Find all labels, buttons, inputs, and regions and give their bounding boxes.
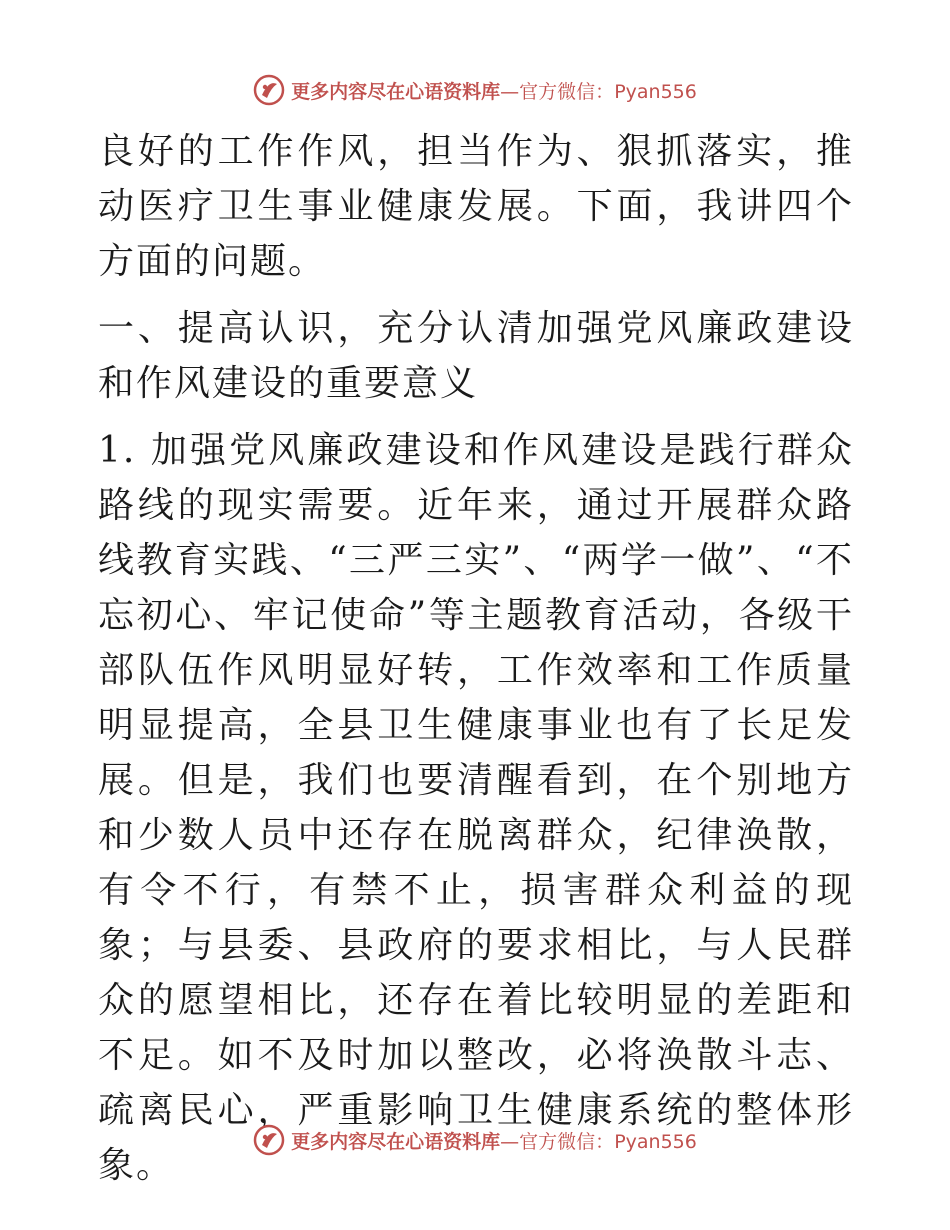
footer-contact-label: 官方微信： [519,1130,615,1153]
footer-brand: 更多内容尽在心语资料库 [291,1130,501,1153]
document-body [98,124,854,1193]
brand-logo-icon [253,1124,285,1156]
footer-separator: — [500,1130,520,1153]
header-contact-id: Pyan556 [614,80,697,103]
header-watermark [0,70,950,110]
footer-watermark-text [291,1127,697,1154]
brand-logo-icon [253,74,285,106]
footer-watermark [0,1120,950,1160]
header-separator: — [500,80,520,103]
footer-contact-id: Pyan556 [614,1130,697,1153]
body-paragraph-2: 1. 加强党风廉政建设和作风建设是践行群众路线的现实需要。近年来，通过开展群众路线教育实践、“三严三实”、“两学一做”、“不忘初心、牢记使命”等主题教育活动，各级干部队伍作风明显好转，工作效率和工作质量明显提高，全县卫生健康事业也有了长足发展。但是，我们也要清醒看到，在个别地方和少数人员中还存在脱离群众，纪律涣散，有令不行，有禁不止，损害群众利益的现象；与县委、县政府的要求相比，与人民群众的愿望相比，还存在着比较明显的差距和不足。如不及时加以整改，必将涣散斗志、疏离民心，严重影响卫生健康系统的整体形象。 [98,430,854,1186]
section-heading: 一、提高认识，充分认清加强党风廉政建设和作风建设的重要意义 [98,308,854,404]
header-watermark-text [291,77,697,104]
body-paragraph-1: 良好的工作作风，担当作为、狠抓落实，推动医疗卫生事业健康发展。下面，我讲四个方面的问题。 [98,131,854,282]
header-contact-label: 官方微信： [519,80,615,103]
header-brand: 更多内容尽在心语资料库 [291,80,501,103]
